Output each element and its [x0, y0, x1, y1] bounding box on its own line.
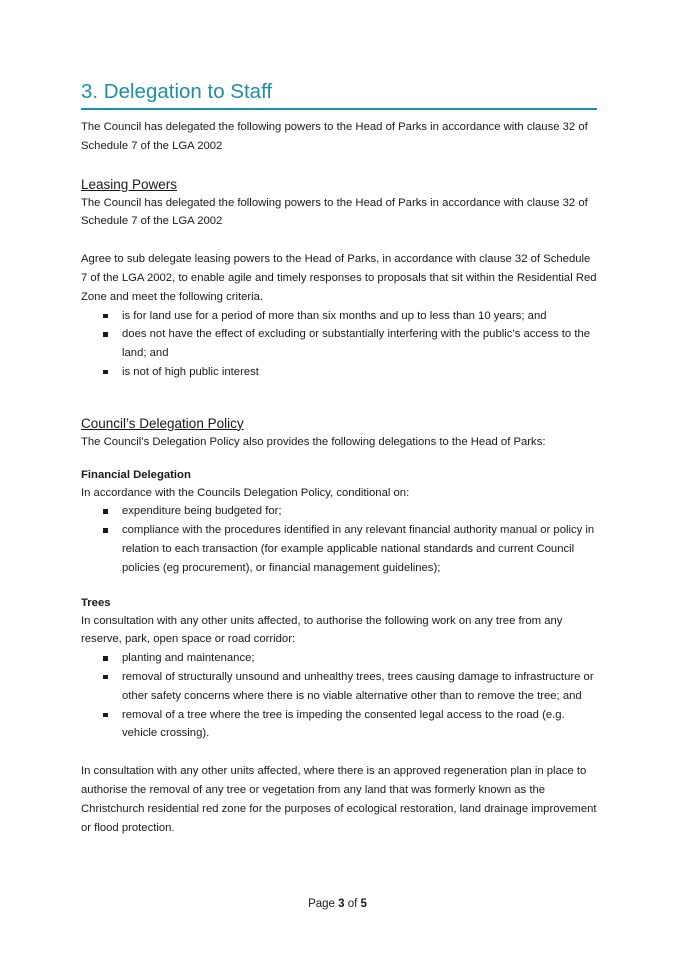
financial-delegation-heading: Financial Delegation [81, 468, 191, 481]
list-item: removal of structurally unsound and unhealthy trees, trees causing damage to infrastructure or other safety concerns where there is no viable alternative other than to remove the tree; and [81, 668, 597, 706]
square-bullet-icon [103, 675, 108, 680]
page-number-footer: Page 3 of 5 [308, 898, 367, 910]
trees-heading: Trees [81, 596, 111, 609]
list-item: does not have the effect of excluding or substantially interfering with the public’s access to the land; and [81, 325, 597, 363]
square-bullet-icon [103, 370, 108, 375]
current-page-number: 3 [338, 898, 345, 910]
square-bullet-icon [103, 332, 108, 337]
list-item: compliance with the procedures identified in any relevant financial authority manual or policy in relation to each transaction (for example applicable national standards and current Council policies (eg procurement), or financial management guidelines); [81, 521, 597, 577]
leasing-powers-heading: Leasing Powers [81, 176, 178, 192]
delegation-policy-heading: Council’s Delegation Policy [81, 415, 244, 431]
square-bullet-icon [103, 656, 108, 661]
section-heading: 3. Delegation to Staff [81, 78, 597, 110]
intro-paragraph: The Council has delegated the following powers to the Head of Parks in accordance with clause 32 of Schedule 7 of the LGA 2002 [81, 121, 588, 152]
list-item: planting and maintenance; [81, 649, 597, 668]
list-item: is for land use for a period of more than six months and up to less than 10 years; and [81, 307, 597, 326]
trees-closing-paragraph: In consultation with any other units affected, where there is an approved regeneration plan in place to authorise the removal of any tree or vegetation from any land that was formerly known as the Christchurch residential red zone for the purposes of ecological restoration, land drainage improvement or flood protection. [81, 765, 597, 834]
square-bullet-icon [103, 528, 108, 533]
total-page-number: 5 [360, 898, 367, 910]
leasing-paragraph-2: Agree to sub delegate leasing powers to the Head of Parks, in accordance with clause 32 of Schedule 7 of the LGA 2002, to enable agile and timely responses to proposals that sit within the Residential Red Zone and meet the following criteria. [81, 253, 597, 303]
square-bullet-icon [103, 713, 108, 718]
list-item: expenditure being budgeted for; [81, 502, 597, 521]
leasing-paragraph-1: The Council has delegated the following powers to the Head of Parks in accordance with clause 32 of Schedule 7 of the LGA 2002 [81, 196, 588, 228]
trees-work-list [81, 649, 597, 743]
trees-text: In consultation with any other units affected, to authorise the following work on any tree from any reserve, park, open space or road corridor: [81, 614, 563, 646]
list-item: is not of high public interest [81, 363, 597, 382]
square-bullet-icon [103, 314, 108, 319]
financial-delegation-text: In accordance with the Councils Delegation Policy, conditional on: [81, 486, 410, 499]
leasing-criteria-list [81, 307, 597, 382]
list-item: removal of a tree where the tree is impeding the consented legal access to the road (e.g. vehicle crossing). [81, 706, 597, 744]
document-page [81, 78, 597, 837]
delegation-policy-intro: The Council’s Delegation Policy also provides the following delegations to the Head of Parks: [81, 435, 546, 448]
financial-conditions-list [81, 502, 597, 577]
square-bullet-icon [103, 509, 108, 514]
